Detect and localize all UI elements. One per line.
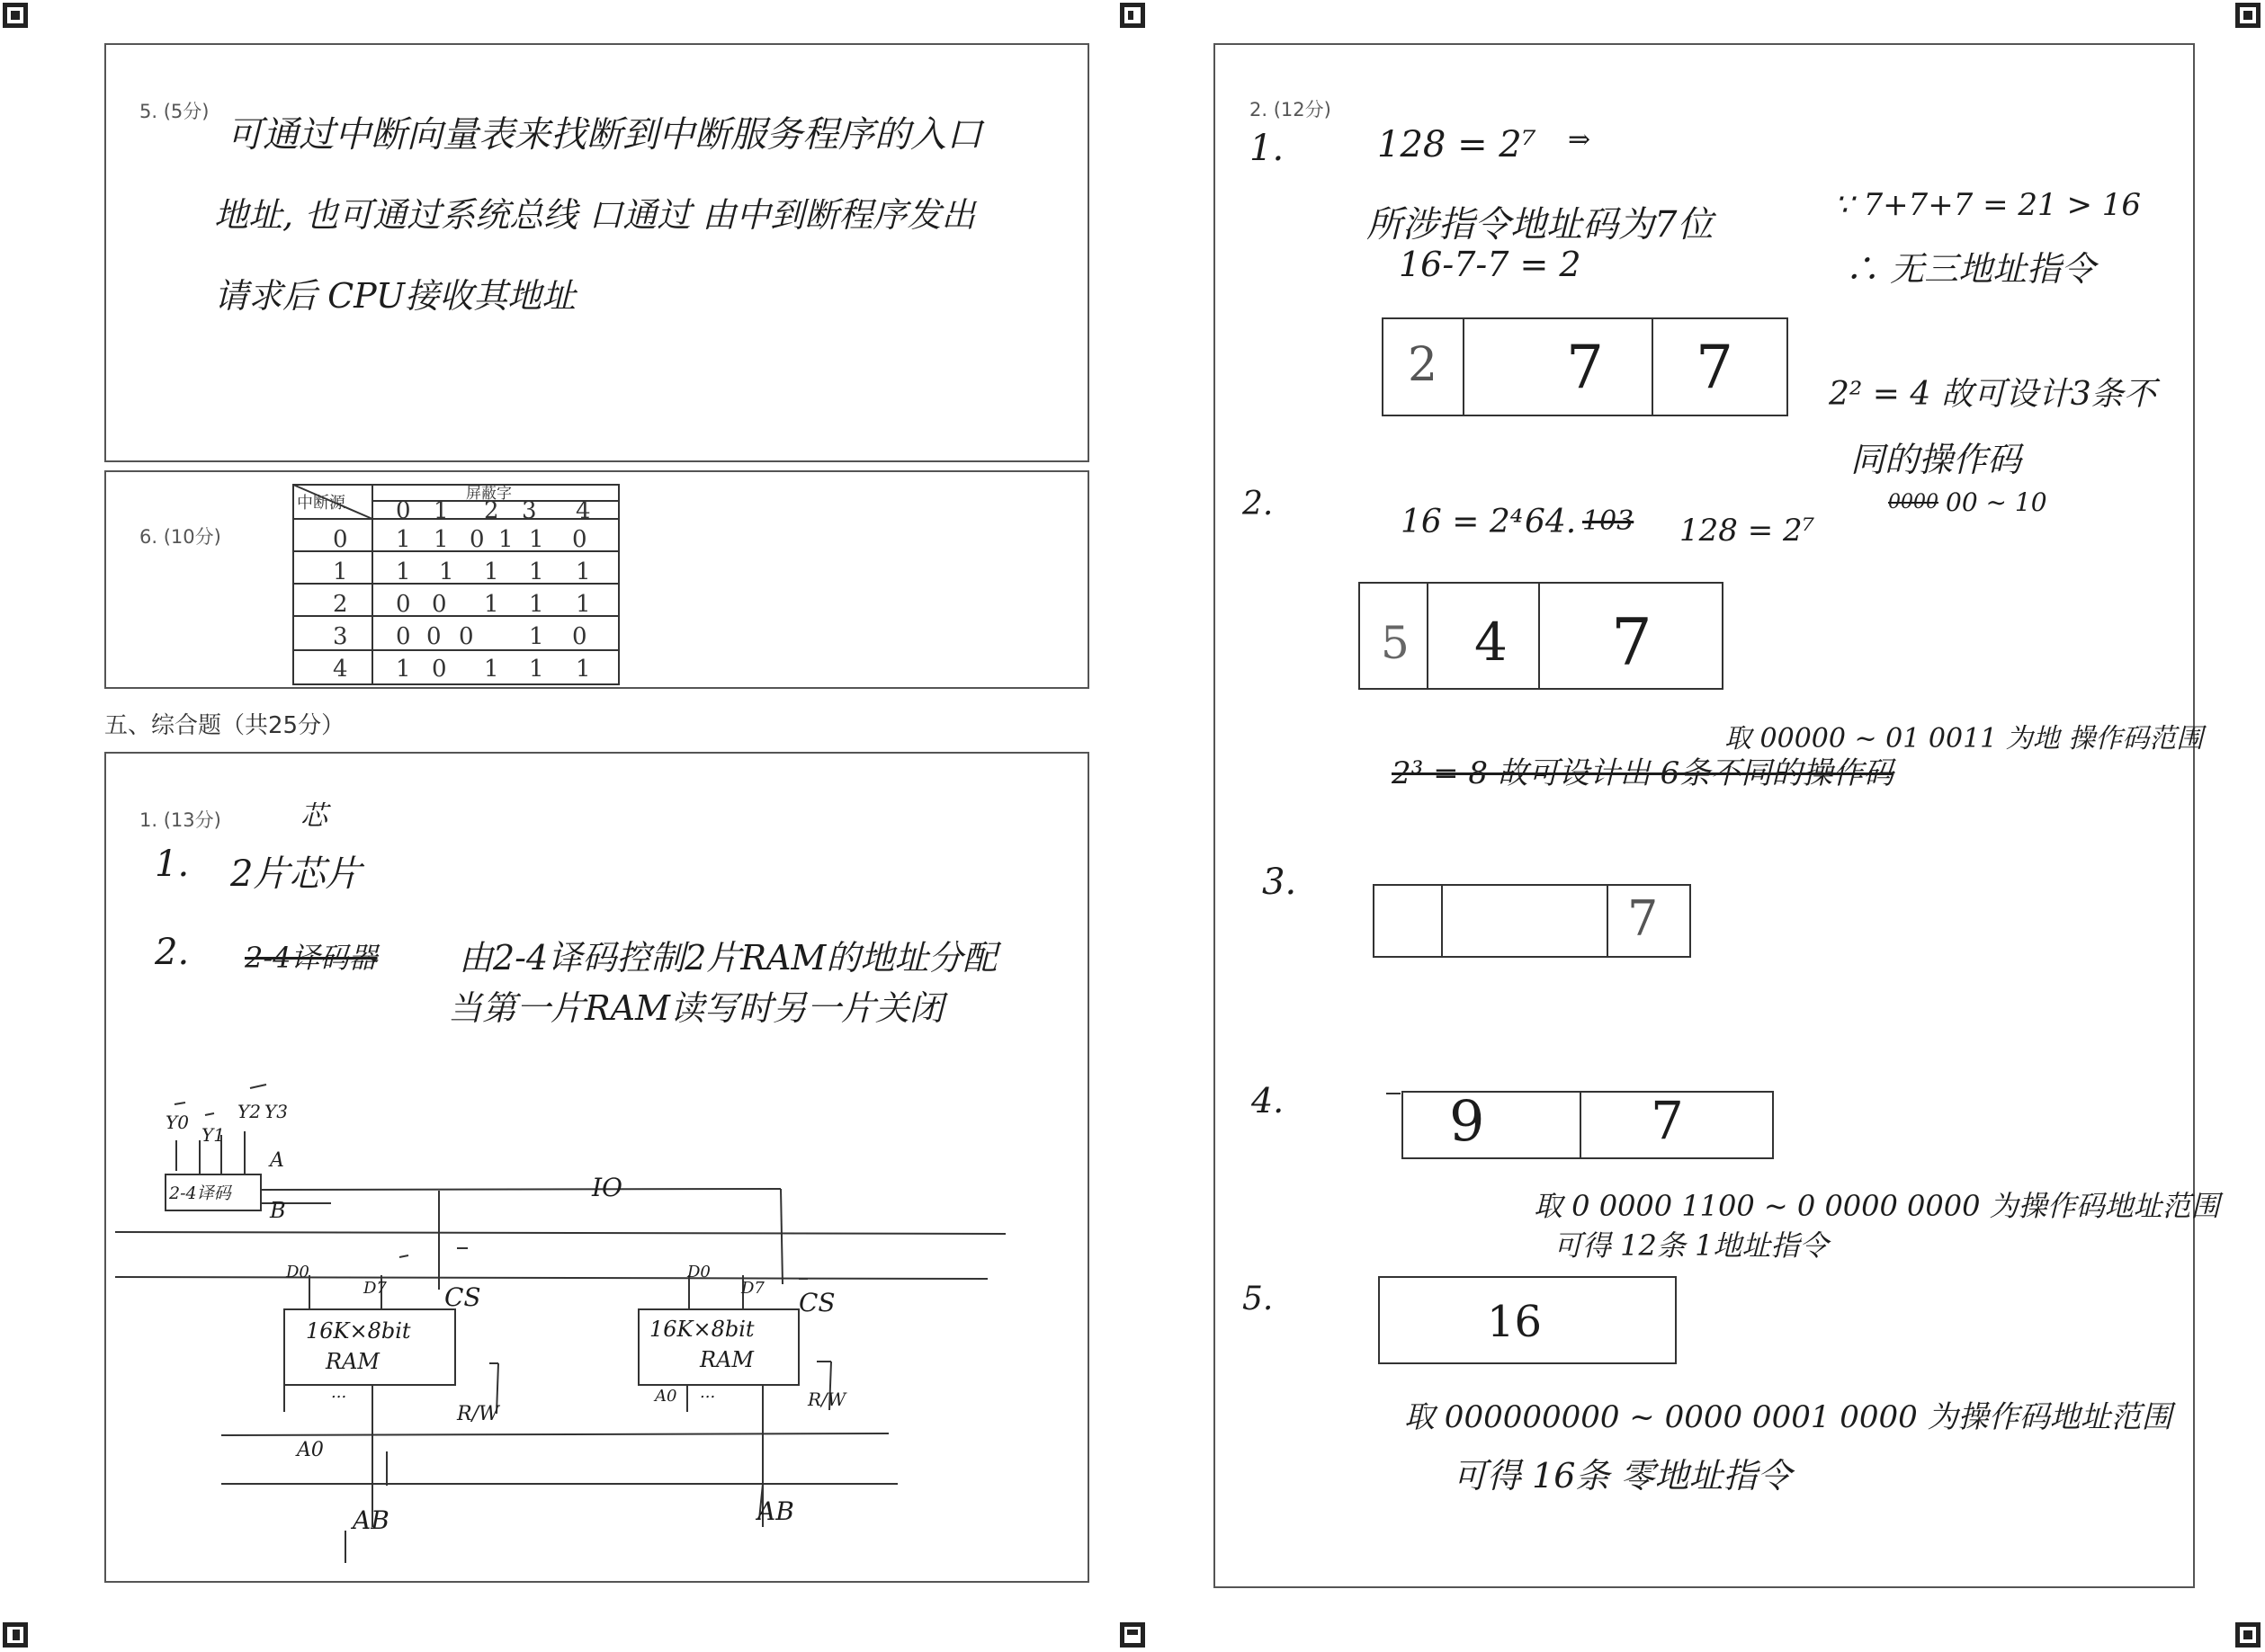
q2-part4-number: 4. bbox=[1251, 1081, 1285, 1121]
decoder-output-y1: Y1 bbox=[201, 1124, 225, 1146]
q2-part2-equation-3: 128 = 2⁷ bbox=[1679, 513, 1815, 549]
mask-cell: 1 bbox=[529, 591, 544, 618]
corner-marker-top-left bbox=[2, 2, 29, 29]
ram-chip-1-a0: A0 bbox=[297, 1439, 324, 1461]
q1-part2-number: 2. bbox=[155, 932, 190, 973]
mask-col-header: 3 bbox=[522, 497, 537, 524]
ram-chip-1-type: RAM bbox=[326, 1349, 380, 1374]
mask-cell: 0 bbox=[396, 623, 411, 650]
mask-row-source: 1 bbox=[333, 558, 348, 585]
q1-part2-struck-text: 2-4译码器 bbox=[245, 941, 378, 975]
q2-part1-implies: ⇒ bbox=[1568, 124, 1591, 156]
mask-cell: 1 bbox=[576, 591, 591, 618]
handwritten-answer-line-3: 请求后 CPU接收其地址 bbox=[214, 276, 577, 316]
decoder-output-y3: Y3 bbox=[264, 1101, 288, 1122]
q2-part4-field-2: 7 bbox=[1651, 1090, 1684, 1151]
ram-chip-2-cs: CS bbox=[799, 1288, 836, 1317]
q2-part1-note-3: 00 ~ 10 bbox=[1946, 487, 2047, 517]
question-label-q6: 6. (10分) bbox=[139, 526, 221, 548]
q1-part2-line-2: 当第一片RAM读写时另一片关闭 bbox=[448, 988, 944, 1028]
mask-cell: 1 bbox=[396, 558, 411, 585]
ram-chip-1-d0: D0 bbox=[286, 1263, 309, 1281]
mask-cell: 1 bbox=[576, 656, 591, 683]
q1-part1-answer: 2片芯片 bbox=[230, 853, 362, 895]
decoder-input-a: A bbox=[270, 1149, 284, 1172]
ram-chip-1-rw: R/W bbox=[457, 1403, 499, 1425]
mask-cell: 1 bbox=[396, 656, 411, 683]
io-bus-label: IO bbox=[592, 1173, 623, 1202]
mask-col-header: 2 bbox=[484, 497, 499, 524]
question-label-q5: 5. (5分) bbox=[139, 101, 210, 122]
ram-chip-1-cs: CS bbox=[444, 1282, 481, 1312]
q2-part1-line-2: 16-7-7 = 2 bbox=[1399, 245, 1581, 284]
question-label-q1: 1. (13分) bbox=[139, 809, 221, 831]
q2-part5-note-1: 取 000000000 ~ 0000 0001 0000 为操作码地址范围 bbox=[1404, 1399, 2172, 1435]
q2-part3-field-3: 7 bbox=[1627, 890, 1659, 947]
q2-part1-note-3-struck: 0000 bbox=[1888, 491, 1938, 513]
ram-chip-2-size: 16K×8bit bbox=[649, 1317, 755, 1342]
mask-cell: 1 bbox=[396, 526, 411, 553]
q2-part1-number: 1. bbox=[1249, 128, 1285, 169]
mask-cell: 0 bbox=[572, 623, 587, 650]
answer-box-q6 bbox=[104, 470, 1089, 689]
q2-part1-note-2: 同的操作码 bbox=[1850, 440, 2022, 479]
q2-part2-field-1: 5 bbox=[1381, 617, 1410, 669]
memory-circuit-diagram bbox=[106, 1077, 1087, 1581]
mask-cell: 1 bbox=[529, 656, 544, 683]
q2-part1-field-1: 2 bbox=[1408, 338, 1438, 392]
q2-part4-note-2: 可得 12条 1地址指令 bbox=[1553, 1228, 1829, 1263]
address-bus-label-left: AB bbox=[353, 1505, 389, 1535]
ram-chip-2-d7: D7 bbox=[741, 1279, 765, 1298]
mask-cell: 0 bbox=[426, 623, 442, 650]
q2-part2-note: 取 00000 ~ 01 0011 为地 操作码范围 bbox=[1724, 723, 2204, 755]
mask-row-source: 3 bbox=[333, 623, 348, 650]
ram-chip-1-address-dots: ... bbox=[331, 1383, 347, 1402]
q1-part2-line-1: 由2-4译码控制2片RAM的地址分配 bbox=[459, 938, 998, 978]
q2-part3-number: 3. bbox=[1262, 862, 1297, 903]
q2-part2-equation-2: 64. bbox=[1525, 504, 1577, 540]
mask-row-source: 0 bbox=[333, 526, 348, 553]
mask-cell: 1 bbox=[529, 526, 544, 553]
mask-cell: 0 bbox=[432, 591, 447, 618]
q2-part2-field-3: 7 bbox=[1611, 604, 1652, 680]
mask-cell: 1 bbox=[498, 526, 514, 553]
handwritten-answer-line-2: 地址, 也可通过系统总线 口通过 由中到断程序发出 bbox=[214, 195, 976, 235]
q1-part1-number: 1. bbox=[155, 844, 190, 885]
decoder-output-y2: Y2 bbox=[237, 1101, 261, 1122]
mask-table-top-label: 屏蔽字 bbox=[466, 485, 512, 503]
q2-part2-field-2: 4 bbox=[1474, 612, 1508, 673]
ram-chip-2-a0: A0 bbox=[655, 1387, 677, 1406]
ram-chip-1-size: 16K×8bit bbox=[306, 1318, 411, 1344]
q2-part5-number: 5. bbox=[1242, 1281, 1274, 1317]
decoder-output-y0: Y0 bbox=[166, 1112, 189, 1133]
decoder-input-b: B bbox=[270, 1198, 286, 1223]
mask-cell: 1 bbox=[484, 558, 499, 585]
q2-part2-struck-line: 2³ = 8 故可设计出 6条不同的操作码 bbox=[1392, 755, 1894, 791]
q2-part1-field-3: 7 bbox=[1696, 333, 1733, 402]
q2-part5-note-2: 可得 16条 零地址指令 bbox=[1453, 1456, 1792, 1496]
q2-part2-format-box bbox=[1357, 581, 1726, 692]
mask-col-header: 1 bbox=[434, 497, 449, 524]
ram-chip-2-type: RAM bbox=[700, 1347, 754, 1372]
corner-marker-bottom-left bbox=[2, 1621, 29, 1648]
corner-marker-bottom-center bbox=[1119, 1621, 1146, 1648]
section-title: 五、综合题（共25分） bbox=[104, 712, 345, 739]
q2-part2-equation-1: 16 = 2⁴ bbox=[1401, 504, 1524, 540]
mask-cell: 0 bbox=[432, 656, 447, 683]
ram-chip-1-d7: D7 bbox=[363, 1279, 387, 1298]
corner-marker-top-right bbox=[2234, 2, 2261, 29]
ram-chip-2-d0: D0 bbox=[687, 1263, 711, 1281]
q2-part4-note-1: 取 0 0000 1100 ~ 0 0000 0000 为操作码地址范围 bbox=[1534, 1189, 2220, 1223]
mask-col-header: 0 bbox=[396, 497, 411, 524]
ram-chip-2-address-dots: ... bbox=[700, 1383, 716, 1402]
q2-part1-note-1: 2² = 4 故可设计3条不 bbox=[1829, 376, 2156, 413]
decoder-label: 2-4译码 bbox=[169, 1183, 231, 1203]
q2-part1-line-1: 所涉指令地址码为7位 bbox=[1366, 204, 1714, 246]
q2-part1-side-1: ∵ 7+7+7 = 21 > 16 bbox=[1834, 187, 2142, 223]
q2-part1-side-2: ∴ 无三地址指令 bbox=[1845, 249, 2096, 289]
corner-marker-bottom-right bbox=[2234, 1621, 2261, 1648]
answer-box-q5 bbox=[104, 43, 1089, 462]
mask-row-source: 2 bbox=[333, 591, 348, 618]
mask-cell: 1 bbox=[529, 558, 544, 585]
handwritten-answer-line-1: 可通过中断向量表来找断到中断服务程序的入口 bbox=[227, 114, 982, 156]
mask-cell: 1 bbox=[529, 623, 544, 650]
mask-cell: 1 bbox=[439, 558, 454, 585]
q2-part5-field-1: 16 bbox=[1487, 1297, 1543, 1347]
q2-part1-field-2: 7 bbox=[1566, 333, 1604, 402]
mask-cell: 0 bbox=[396, 591, 411, 618]
answer-box-q1 bbox=[104, 752, 1089, 1583]
q2-part2-number: 2. bbox=[1242, 486, 1274, 522]
ram-chip-2-rw: R/W bbox=[808, 1389, 846, 1410]
answer-box-q2 bbox=[1213, 43, 2220, 1588]
q2-part1-equation: 128 = 2⁷ bbox=[1377, 124, 1536, 165]
mask-cell: 0 bbox=[470, 526, 485, 553]
mask-cell: 1 bbox=[484, 656, 499, 683]
corner-marker-top-center bbox=[1119, 2, 1146, 29]
mask-cell: 1 bbox=[576, 558, 591, 585]
mask-cell: 0 bbox=[459, 623, 474, 650]
q2-part2-equation-2-struck: 103 bbox=[1582, 505, 1634, 537]
mask-col-header: 4 bbox=[576, 497, 591, 524]
q2-part4-field-1: 9 bbox=[1449, 1088, 1485, 1154]
address-bus-label-right: AB bbox=[757, 1496, 794, 1526]
mask-cell: 1 bbox=[434, 526, 449, 553]
question-label-q2: 2. (12分) bbox=[1249, 99, 1331, 121]
mask-table-corner-label: 中断源 bbox=[297, 494, 345, 513]
mask-row-source: 4 bbox=[333, 656, 348, 683]
mask-cell: 1 bbox=[484, 591, 499, 618]
q1-part1-insert: 芯 bbox=[300, 800, 327, 832]
mask-cell: 0 bbox=[572, 526, 587, 553]
